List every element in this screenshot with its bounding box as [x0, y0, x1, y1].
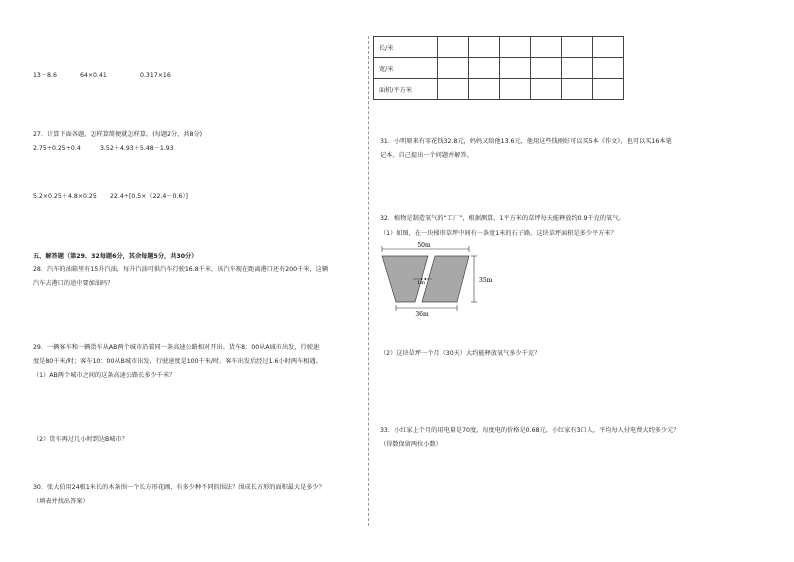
q31-line-1: 31．小明原来有零花钱32.8元，妈妈又给他13.6元，他用这些钱刚好可以买5本《作文》，也可以买16本笔 — [380, 138, 672, 145]
q27-expr-2: 3.52＋4.93＋5.48－1.93 — [100, 145, 174, 152]
q32-line-3: （2）这块草坪一个月（30天）大约能释放氧气多少千克？ — [380, 350, 541, 357]
q32-line-2: （1）如图，在一块梯形草坪中间有一条宽1米的石子路。这块草坪面积是多少平方米？ — [380, 230, 617, 237]
q27-text: 27．计算下面各题，怎样算简便就怎样算。(每题2分，共8分) — [33, 131, 203, 138]
section-5-heading: 五、解答题（第29、32每题6分，其余每题5分，共30分） — [33, 253, 198, 260]
table-row — [374, 79, 624, 100]
row-label-width: 宽/米 — [374, 58, 438, 79]
row-label-area: 面积/平方米 — [374, 79, 438, 100]
bottom-label: 36m — [415, 311, 429, 318]
q28-line-2: 汽车去港口的途中要加油吗？ — [33, 280, 114, 287]
q29-line-3: （1）AB两个城市之间的这条高速公路长多少千米？ — [33, 372, 176, 379]
q27-expr-1: 2.75÷0.25÷0.4 — [33, 145, 81, 152]
q27-expr-3: 5.2×0.25＋4.8×0.25 — [33, 193, 97, 200]
trapezoid-lawn-figure — [380, 238, 500, 318]
q30-line-1: 30．张大伯用24根1米长的木条围一个长方形花圃，有多少种不同的围法？围成长方形的面积最大是多少？ — [33, 484, 325, 491]
path-label: 1m — [417, 280, 425, 286]
right-label: 35m — [479, 277, 493, 284]
q29-line-2: 度是80千米/时；客车10：00从B城市出发，行驶速度是100千米/时。客车出发后经过1.6小时两车相遇。 — [33, 358, 322, 365]
table-row — [374, 37, 624, 58]
row-label-length: 长/米 — [374, 37, 438, 58]
calc-item-2: 64×0.41 — [80, 72, 107, 79]
q27-expr-4: 22.4÷[0.5×（22.4－0.6）] — [110, 193, 188, 200]
q33-line-2: （得数保留两位小数） — [380, 441, 442, 448]
table-row — [374, 58, 624, 79]
top-label: 50m — [417, 242, 431, 249]
q33-line-1: 33．小红家上个月的用电量是70度，每度电的价格是0.68元。小红家有3口人，平均每人付电费大约多少元？ — [380, 427, 680, 434]
q32-line-1: 32．植物是制造氧气的“工厂”，根据测算，1平方米的草坪每天能释放约0.9千克的氧气。 — [380, 215, 625, 222]
q31-line-2: 记本。自己提出一个问题并解答。 — [380, 152, 473, 159]
calc-item-1: 13－8.6 — [33, 72, 57, 79]
q29-line-1: 29．一辆客车和一辆货车从AB两个城市沿着同一条高速公路相对开出。货车8：00从A城市出发，行驶速 — [33, 344, 320, 351]
q28-line-1: 28．汽车的油箱里有15升汽油，每升汽油可供汽车行驶16.8千米，该汽车现在距离港口还有200千米，这辆 — [33, 266, 329, 273]
q29-line-4: （2）货车再过几小时到达B城市？ — [33, 436, 128, 443]
calc-item-3: 0.317×16 — [140, 72, 171, 79]
rectangle-table — [373, 36, 624, 100]
column-divider — [368, 36, 369, 526]
q30-line-2: （填表并找出答案） — [33, 498, 89, 505]
